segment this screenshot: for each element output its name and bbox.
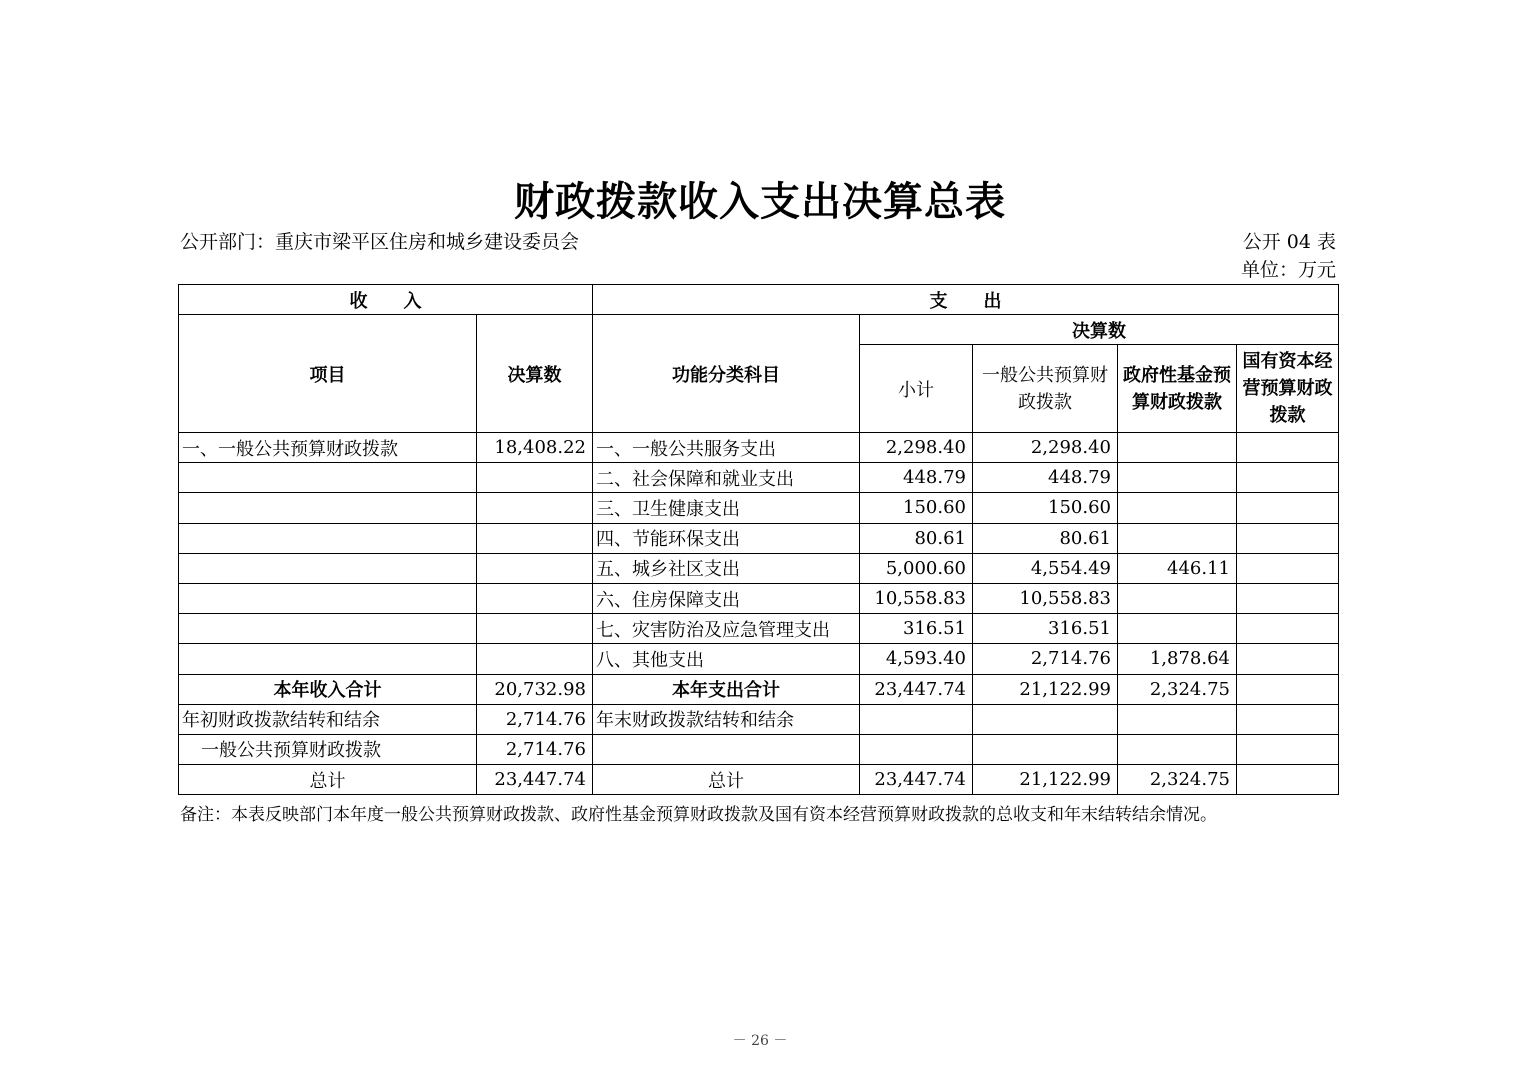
func-cell: [593, 734, 860, 764]
year-total-row: [179, 674, 1339, 704]
func-cell: 五、城乡社区支出: [593, 553, 860, 583]
fund-cell: 1,878.64: [1118, 644, 1237, 674]
func-cell: 六、住房保障支出: [593, 583, 860, 613]
capital-cell: [1237, 614, 1339, 644]
fund-cell: [1118, 493, 1237, 523]
fund-cell: 2,324.75: [1118, 674, 1237, 704]
item-cell: 总计: [179, 765, 477, 795]
page-title: 财政拨款收入支出决算总表: [514, 178, 1006, 225]
final-amount-header: 决算数: [860, 315, 1339, 345]
item-cell: [179, 493, 477, 523]
capital-cell: [1237, 553, 1339, 583]
func-cell: 七、灾害防治及应急管理支出: [593, 614, 860, 644]
table-row: [179, 463, 1339, 493]
capital-cell: [1237, 433, 1339, 463]
amount-cell: [477, 493, 593, 523]
item-cell: [179, 463, 477, 493]
func-class-header: 功能分类科目: [593, 315, 860, 433]
subtotal-cell: 2,298.40: [860, 433, 973, 463]
capital-cell: [1237, 523, 1339, 553]
general-cell: 21,122.99: [973, 765, 1118, 795]
item-cell: [179, 644, 477, 674]
table-row: [179, 433, 1339, 463]
capital-cell: [1237, 734, 1339, 764]
subtotal-cell: [860, 704, 973, 734]
amount-header: 决算数: [477, 315, 593, 433]
subtotal-cell: 4,593.40: [860, 644, 973, 674]
subtotal-cell: 150.60: [860, 493, 973, 523]
func-cell: 四、节能环保支出: [593, 523, 860, 553]
subtotal-header: 小计: [860, 345, 973, 433]
state-capital-header: 国有资本经营预算财政拨款: [1237, 345, 1339, 433]
carry-general-row: [179, 734, 1339, 764]
subtotal-cell: 80.61: [860, 523, 973, 553]
general-cell: 10,558.83: [973, 583, 1118, 613]
department-label: 公开部门：重庆市梁平区住房和城乡建设委员会: [180, 231, 580, 253]
amount-cell: 18,408.22: [477, 433, 593, 463]
table-row: [179, 523, 1339, 553]
general-cell: 21,122.99: [973, 674, 1118, 704]
capital-cell: [1237, 493, 1339, 523]
fund-cell: [1118, 463, 1237, 493]
func-cell: 八、其他支出: [593, 644, 860, 674]
table-row: [179, 614, 1339, 644]
income-header: 收 入: [179, 285, 593, 315]
general-cell: 2,298.40: [973, 433, 1118, 463]
item-cell: [179, 523, 477, 553]
amount-cell: [477, 463, 593, 493]
func-cell: 年末财政拨款结转和结余: [593, 704, 860, 734]
subtotal-cell: 5,000.60: [860, 553, 973, 583]
item-cell: [179, 583, 477, 613]
func-cell: 二、社会保障和就业支出: [593, 463, 860, 493]
expense-header: 支 出: [593, 285, 1339, 315]
amount-cell: [477, 523, 593, 553]
subtotal-cell: 23,447.74: [860, 765, 973, 795]
item-cell: [179, 614, 477, 644]
fund-cell: [1118, 433, 1237, 463]
table-meta: [1241, 228, 1336, 284]
table-row: [179, 553, 1339, 583]
item-header: 项目: [179, 315, 477, 433]
capital-cell: [1237, 704, 1339, 734]
amount-cell: [477, 553, 593, 583]
amount-cell: [477, 644, 593, 674]
fund-cell: 2,324.75: [1118, 765, 1237, 795]
table-row: [179, 493, 1339, 523]
item-cell: 年初财政拨款结转和结余: [179, 704, 477, 734]
subtotal-cell: [860, 734, 973, 764]
subtotal-cell: 10,558.83: [860, 583, 973, 613]
amount-cell: 23,447.74: [477, 765, 593, 795]
func-cell: 一、一般公共服务支出: [593, 433, 860, 463]
carry-begin-row: [179, 704, 1339, 734]
general-cell: 316.51: [973, 614, 1118, 644]
table-number: 公开 04 表: [1242, 231, 1336, 253]
amount-cell: [477, 583, 593, 613]
func-cell: 总计: [593, 765, 860, 795]
fund-cell: [1118, 734, 1237, 764]
capital-cell: [1237, 463, 1339, 493]
unit-label: 单位：万元: [1240, 259, 1336, 281]
table-note: 备注：本表反映部门本年度一般公共预算财政拨款、政府性基金预算财政拨款及国有资本经营预算财政拨款的总收支和年末结转结余情况。: [180, 805, 1217, 825]
item-cell: 一、一般公共预算财政拨款: [179, 433, 477, 463]
gov-fund-header: 政府性基金预算财政拨款: [1118, 345, 1237, 433]
capital-cell: [1237, 674, 1339, 704]
func-cell: 三、卫生健康支出: [593, 493, 860, 523]
capital-cell: [1237, 765, 1339, 795]
general-cell: [973, 734, 1118, 764]
func-cell: 本年支出合计: [593, 674, 860, 704]
fund-cell: [1118, 614, 1237, 644]
fund-cell: 446.11: [1118, 553, 1237, 583]
fiscal-table: [178, 284, 1339, 795]
item-cell: 本年收入合计: [179, 674, 477, 704]
amount-cell: 20,732.98: [477, 674, 593, 704]
page-number: － 26 －: [732, 1033, 788, 1049]
fund-cell: [1118, 523, 1237, 553]
fund-cell: [1118, 583, 1237, 613]
subtotal-cell: 316.51: [860, 614, 973, 644]
general-cell: 80.61: [973, 523, 1118, 553]
general-budget-header: 一般公共预算财政拨款: [973, 345, 1118, 433]
subtotal-cell: 448.79: [860, 463, 973, 493]
amount-cell: 2,714.76: [477, 734, 593, 764]
general-cell: 4,554.49: [973, 553, 1118, 583]
general-cell: [973, 704, 1118, 734]
item-cell: [179, 553, 477, 583]
table-row: [179, 583, 1339, 613]
fund-cell: [1118, 704, 1237, 734]
general-cell: 2,714.76: [973, 644, 1118, 674]
amount-cell: [477, 614, 593, 644]
subtotal-cell: 23,447.74: [860, 674, 973, 704]
general-cell: 150.60: [973, 493, 1118, 523]
capital-cell: [1237, 583, 1339, 613]
amount-cell: 2,714.76: [477, 704, 593, 734]
item-cell: 一般公共预算财政拨款: [179, 734, 477, 764]
capital-cell: [1237, 644, 1339, 674]
grand-total-row: [179, 765, 1339, 795]
general-cell: 448.79: [973, 463, 1118, 493]
table-row: [179, 644, 1339, 674]
